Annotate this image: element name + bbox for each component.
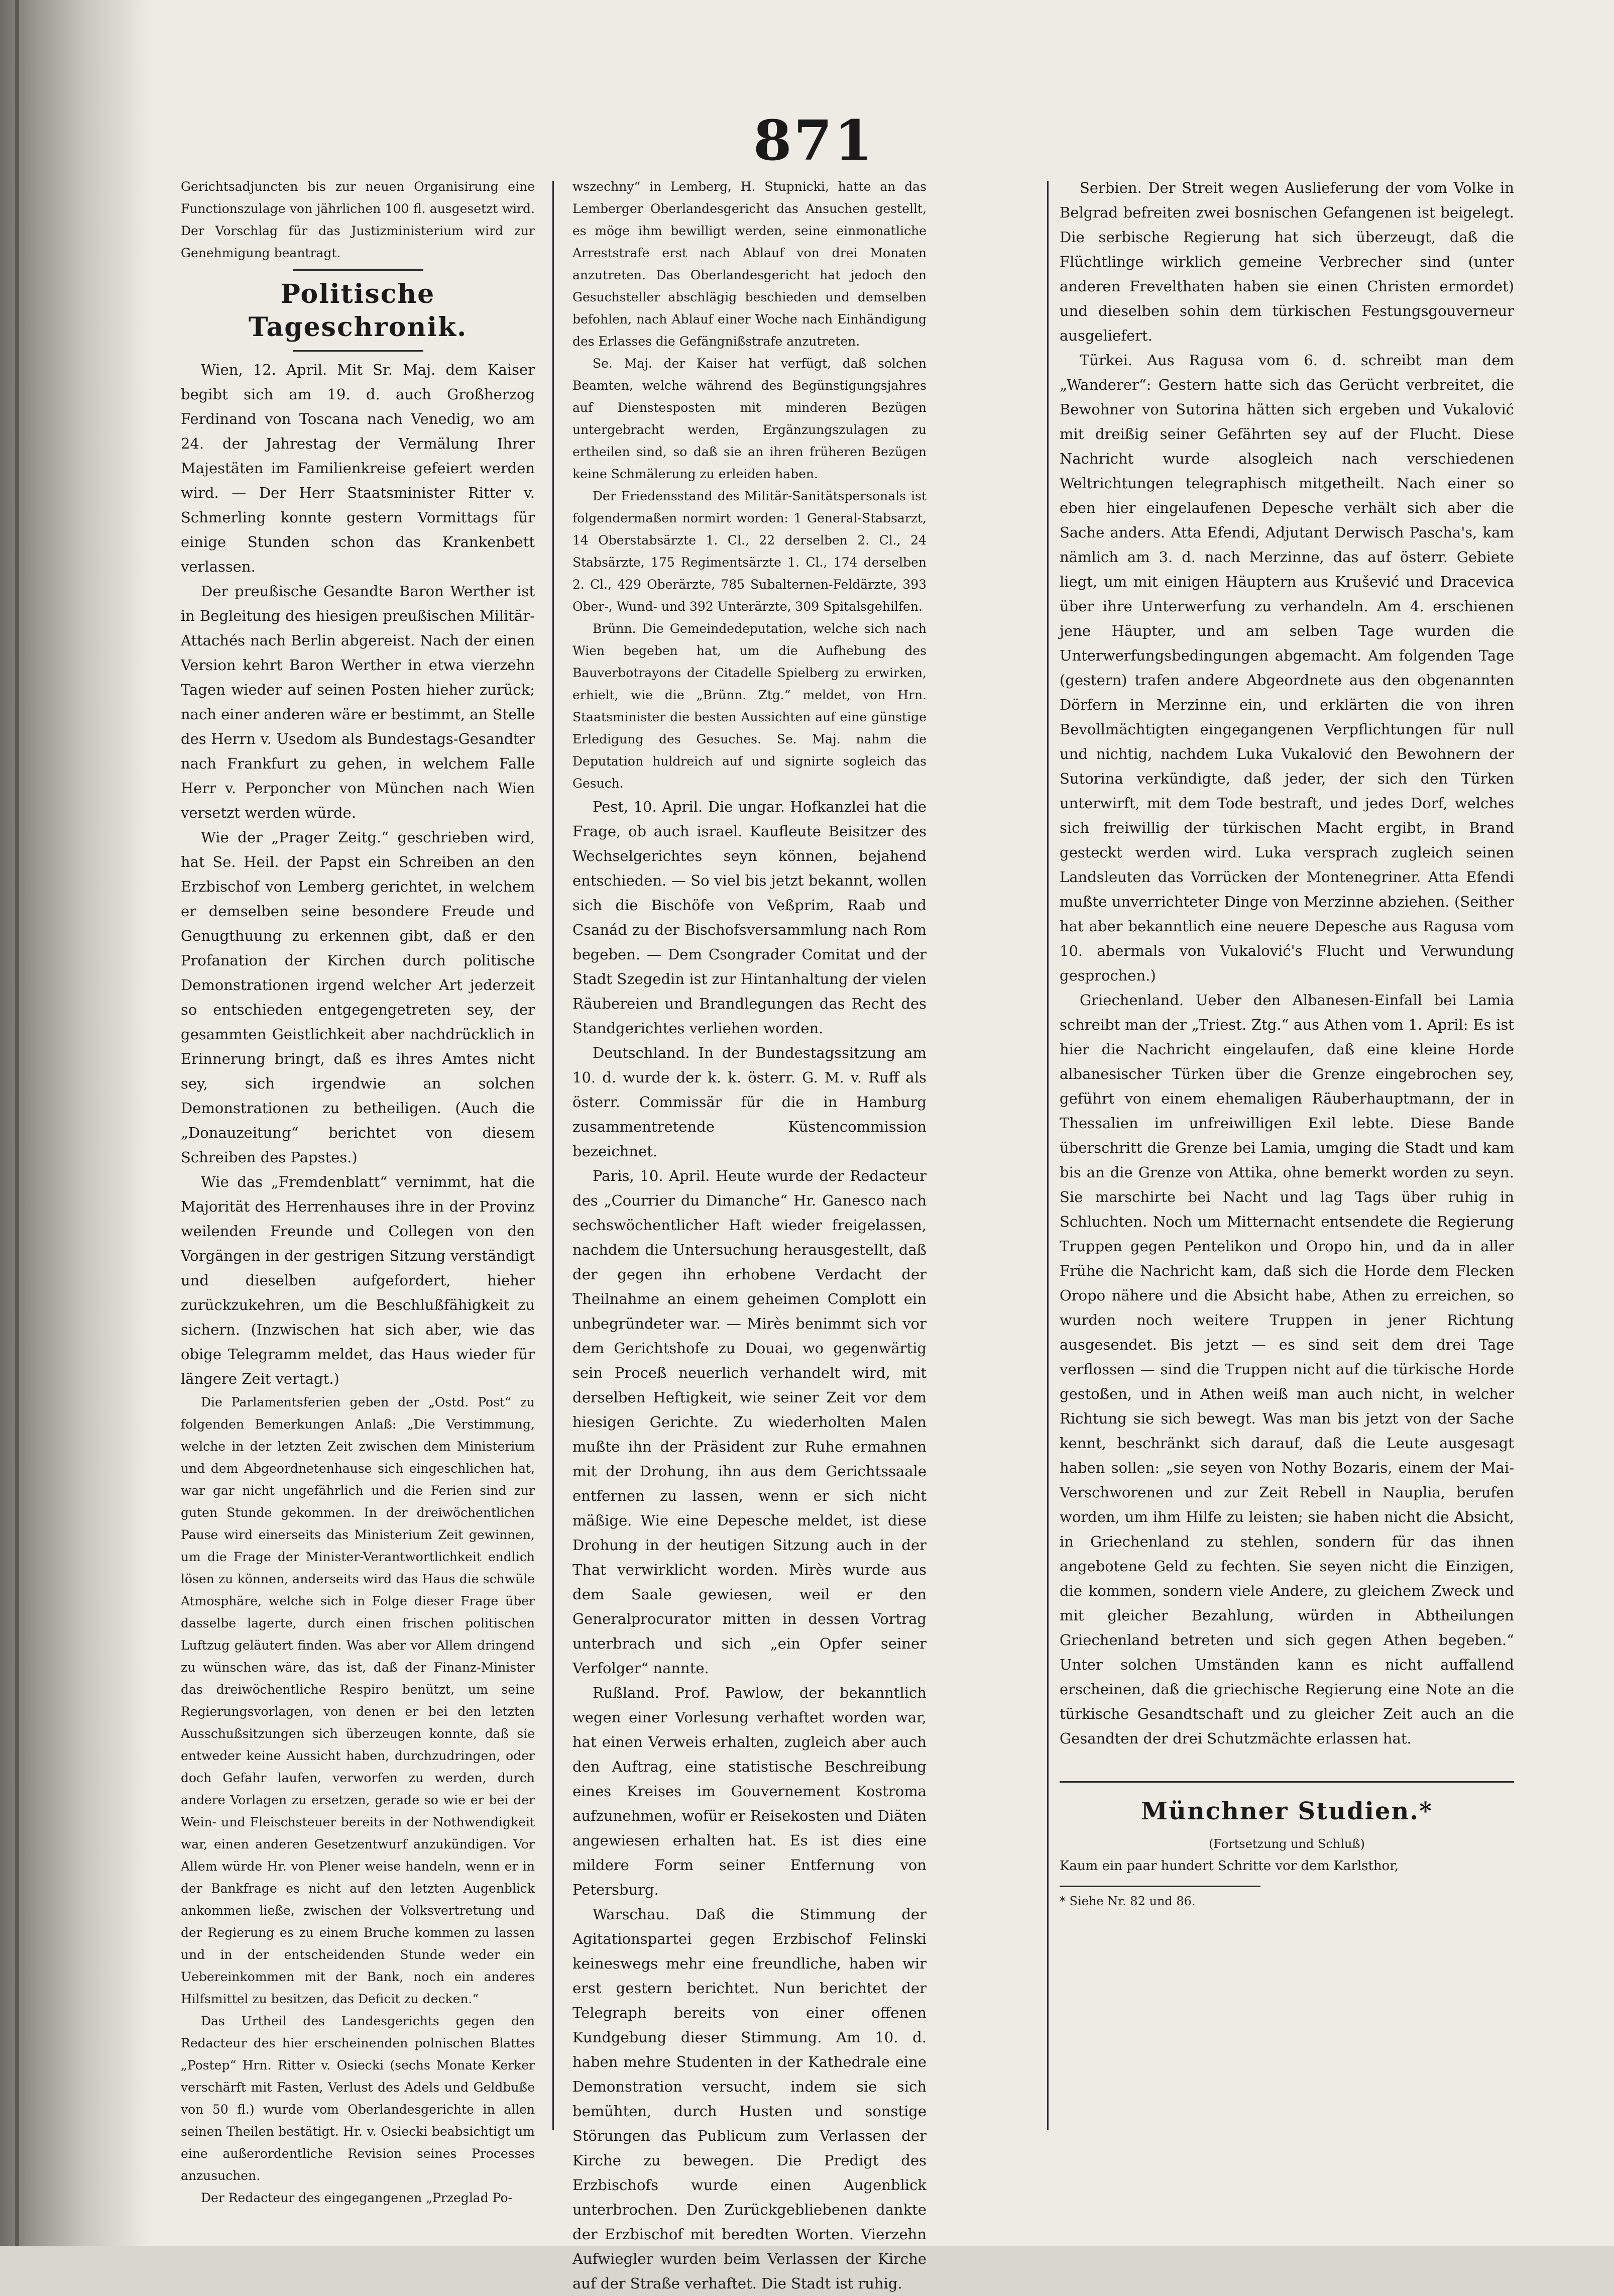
article-paragraph: Pest, 10. April. Die ungar. Hofkanzlei hat die Frage, ob auch israel. Kaufleute Beisitzer des Wechselgerichtes seyn können, bejahend entschieden. — So viel bis jetzt bekannt, wollen sich die Bischöfe von Veßprim, Raab und Csanád zu der Bischofsversammlung nach Rom begeben. — Dem Csongrader Comitat und der Stadt Szegedin ist zur Hintanhaltung der vielen Räubereien und Brandlegungen das Recht des Standgerichtes verliehen worden.: [572, 798, 927, 1037]
section-rule: [293, 350, 423, 352]
section-rule: [293, 269, 423, 271]
article-paragraph: Brünn. Die Gemeindedeputation, welche sich nach Wien begeben hat, um die Aufhebung des Bauverbotrayons der Citadelle Spielberg zu erwirken, erhielt, wie die „Brünn. Ztg.“ meldet, von Hrn. Staatsminister die besten Aussichten auf eine günstige Erledigung des Gesuches. Se. Maj. nahm die Deputation huldreich auf und signirte sogleich das Gesuch.: [572, 621, 927, 791]
article-paragraph: wszechny“ in Lemberg, H. Stupnicki, hatte an das Lemberger Oberlandesgericht das Ansuchen gestellt, es möge ihm bewilligt werden, seine einmonatliche Arreststrafe erst nach Ablauf von drei Monaten anzutreten. Das Oberlandesgericht hat jedoch den Gesuchsteller abschlägig beschieden und demselben befohlen, nach Ablauf einer Woche nach Einhändigung des Erlasses die Gefängnißstrafe anzutreten.: [572, 179, 927, 349]
page-binding-edge: [0, 0, 151, 2246]
article-paragraph: Se. Maj. der Kaiser hat verfügt, daß solchen Beamten, welche während des Begünstigungsjahres auf Dienstesposten mit minderen Bezügen untergebracht werden, Ergänzungszulagen zu ertheilen sind, so daß sie an ihren früheren Bezügen keine Schmälerung zu erleiden haben.: [572, 356, 927, 481]
article-paragraph: Türkei. Aus Ragusa vom 6. d. schreibt man dem „Wanderer“: Gestern hatte sich das Gerücht verbreitet, die Bewohner von Sutorina hätten sich ergeben und Vukalović mit dreißig seiner Gefährten sey auf der Flucht. Diese Nachricht wurde alsogleich nach verschiedenen Weltrichtungen telegraphisch mitgetheilt. Nach einer so eben hier eingelaufenen Depesche verhält sich aber die Sache anders. Atta Efendi, Adjutant Derwisch Pascha's, kam nämlich am 3. d. nach Merzinne, das auf österr. Gebiete liegt, um mit einigen Häuptern aus Krušević und Dracevica über ihre Unterwerfung zu verhandeln. Am 4. erschienen jene Häupter, und am selben Tage wurden die Unterwerfungsbedingungen abgemacht. Am folgenden Tage (gestern) trafen andere Abgeordnete aus den obgenannten Dörfern in Merzinne ein, und erklärten die von ihren Bevollmächtigten eingegangenen Verpflichtungen für null und nichtig, nachdem Luka Vukalović den Bewohnern der Sutorina verkündigte, daß jeder, der sich den Türken unterwirft, mit dem Tode bestraft, und jedes Dorf, welches sich freiwillig der türkischen Macht ergibt, in Brand gesteckt werden wird. Luka versprach zugleich seinen Landsleuten das Vorrücken der Montenegriner. Atta Efendi mußte unverrichteter Dinge von Merzinne abziehen. (Seither hat aber bekanntlich eine neuere Depesche aus Ragusa vom 10. abermals von Vukalović's Flucht und Verwundung gesprochen.): [1060, 352, 1514, 984]
section-heading: Politische Tageschronik.: [248, 279, 468, 343]
article-paragraph: Der Friedensstand des Militär-Sanitätspersonals ist folgendermaßen normirt worden: 1 General-Stabsarzt, 14 Oberstabsärzte 1. Cl., 22 derselben 2. Cl., 24 Stabsärzte, 175 Regimentsärzte 1. Cl., 174 derselben 2. Cl., 429 Oberärzte, 785 Subalternen-Feldärzte, 393 Ober-, Wund- und 392 Unterärzte, 309 Spitalsgehilfen.: [572, 489, 927, 614]
feuilleton-note: (Fortsetzung und Schluß): [1209, 1837, 1365, 1851]
column-divider: [1047, 181, 1049, 2130]
article-paragraph: Der preußische Gesandte Baron Werther ist in Begleitung des hiesigen preußischen Militär-Attachés nach Berlin abgereist. Nach der einen Version kehrt Baron Werther in etwa vierzehn Tagen wieder auf seinen Posten hieher zurück; nach einer anderen wäre er bestimmt, an Stelle des Herrn v. Usedom als Bundestags-Gesandter nach Frankfurt zu gehen, in welchem Falle Herr v. Perponcher von München nach Wien versetzt werden würde.: [181, 583, 535, 821]
article-paragraph: Warschau. Daß die Stimmung der Agitationspartei gegen Erzbischof Felinski keineswegs mehr eine freundliche, haben wir erst gestern berichtet. Nun berichtet der Telegraph bereits von einer offenen Kundgebung dieser Stimmung. Am 10. d. haben mehre Studenten in der Kathedrale eine Demonstration versucht, indem sie sich bemühten, durch Husten und sonstige Störungen das Publicum zum Verlassen der Kirche zu bewegen. Die Predigt des Erzbischofs wurde einen Augenblick unterbrochen. Den Zurückgebliebenen dankte der Erzbischof mit beredten Worten. Vierzehn Aufwiegler wurden beim Verlassen der Kirche auf der Straße verhaftet. Die Stadt ist ruhig.: [572, 1906, 927, 2292]
article-paragraph: Serbien. Der Streit wegen Auslieferung der vom Volke in Belgrad befreiten zwei bosnischen Gefangenen ist beigelegt. Die serbische Regierung hat sich überzeugt, daß die Flüchtlinge wirklich gemeine Verbrecher sind (unter anderen Frevelthaten haben sie einen Christen ermordet) und dieselben sohin dem türkischen Festungsgouverneur ausgeliefert.: [1060, 179, 1514, 344]
article-paragraph: Das Urtheil des Landesgerichts gegen den Redacteur des hier erscheinenden polnischen Blattes „Postep“ Hrn. Ritter v. Osiecki (sechs Monate Kerker verschärft mit Fasten, Verlust des Adels und Geldbuße von 50 fl.) wurde vom Oberlandesgerichte in allen seinen Theilen bestätigt. Hr. v. Osiecki beabsichtigt um eine außerordentliche Revision seines Processes anzusuchen.: [181, 2014, 535, 2183]
column-2: [572, 176, 927, 2292]
column-divider: [552, 181, 554, 2130]
article-paragraph: Deutschland. In der Bundestagssitzung am 10. d. wurde der k. k. österr. G. M. v. Ruff als österr. Commissär für die in Hamburg zusammentretende Küstencommission bezeichnet.: [572, 1044, 927, 1160]
article-paragraph: Der Redacteur des eingegangenen „Przeglad Po-: [201, 2191, 512, 2205]
article-paragraph: Die Parlamentsferien geben der „Ostd. Post“ zu folgenden Bemerkungen Anlaß: „Die Verstimmung, welche in der letzten Zeit zwischen dem Ministerium und dem Abgeordnetenhause sich eingeschlichen hat, war gar nicht ungefährlich und die Ferien sind zur guten Stunde gekommen. In der dreiwöchentlichen Pause wird einerseits das Ministerium Zeit gewinnen, um die Frage der Minister-Verantwortlichkeit endlich lösen zu können, anderseits wird das Haus die schwüle Atmosphäre, welche sich in Folge dieser Frage über dasselbe lagerte, durch einen frischen politischen Luftzug geläutert finden. Was aber vor Allem dringend zu wünschen wäre, das ist, daß der Finanz-Minister das dreiwöchentliche Respiro benützt, um seine Regierungsvorlagen, von denen er bei den letzten Ausschußsitzungen sich überzeugen konnte, daß sie entweder keine Aussicht haben, durchzudringen, oder doch Gefahr laufen, verworfen zu werden, durch andere Vorlagen zu ersetzen, gerade so wie er bei der Wein- und Fleischsteuer bereits in der Nothwendigkeit war, einen anderen Gesetzentwurf anzukündigen. Vor Allem würde Hr. von Plener weise handeln, wenn er in der Bankfrage es nicht auf den letzten Augenblick ankommen ließe, zwischen der Volksvertretung und der Regierung es zu einem Bruche kommen zu lassen und in der entscheidenden Stunde weder ein Uebereinkommen mit der Bank, noch ein anderes Hilfsmittel zu besitzen, das Deficit zu decken.“: [181, 1395, 535, 2006]
article-paragraph: Wie der „Prager Zeitg.“ geschrieben wird, hat Se. Heil. der Papst ein Schreiben an den Erzbischof von Lemberg gerichtet, in welchem er demselben seine besondere Freude und Genugthuung zu erkennen gibt, daß er den Profanation der Kirchen durch politische Demonstrationen irgend welcher Art jederzeit so entschieden entgegengetreten sey, der gesammten Geistlichkeit aber nachdrücklich in Erinnerung bringt, daß es ihres Amtes nicht sey, sich irgendwie an solchen Demonstrationen zu betheiligen. (Auch die „Donauzeitung“ berichtet von diesem Schreiben des Papstes.): [181, 829, 535, 1166]
feuilleton-title: Münchner Studien.*: [1060, 1781, 1514, 1828]
article-paragraph: Griechenland. Ueber den Albanesen-Einfall bei Lamia schreibt man der „Triest. Ztg.“ aus Athen vom 1. April: Es ist hier die Nachricht eingelaufen, daß eine kleine Horde albanesischer Türken über die Grenze eingebrochen sey, geführt von einem ehemaligen Räuberhauptmann, der in Thessalien im unfreiwilligen Exil lebte. Diese Bande überschritt die Grenze bei Lamia, umging die Stadt und kam bis an die Grenze von Attika, ohne bemerkt worden zu seyn. Sie marschirte bei Nacht und lag Tags über ruhig in Schluchten. Noch um Mitternacht entsendete die Regierung Truppen gegen Pentelikon und Oropo hin, und da in aller Frühe die Nachricht kam, daß sich die Horde dem Flecken Oropo nähere und die Absicht habe, Athen zu erreichen, so wurden noch weitere Truppen in jener Richtung ausgesendet. Bis jetzt — es sind seit dem drei Tage verflossen — sind die Truppen nicht auf die türkische Horde gestoßen, und in Athen weiß man auch nicht, in welcher Richtung sie sich bewegt. Was man bis jetzt von der Sache kennt, beschränkt sich darauf, daß die Leute ausgesagt haben sollen: „sie seyen von Nothy Bozaris, einem der Mai-Verschworenen und zur Zeit Rebell in Nauplia, berufen worden, um ihm Hilfe zu leisten; sie haben nicht die Absicht, in Griechenland zu stehlen, sondern für das ihnen angebotene Geld zu fechten. Sie seyen nicht die Einzigen, die kommen, sondern viele Andere, zu gleichem Zweck und mit gleicher Bezahlung, würden in Abtheilungen Griechenland betreten und sich gegen Athen begeben.“ Unter solchen Umständen kann es nicht auffallend erscheinen, daß die griechische Regierung eine Note an die türkische Gesandtschaft und zu gleicher Zeit auch an die Gesandten der drei Schutzmächte erlassen hat.: [1060, 992, 1514, 1747]
column-1: [181, 176, 535, 2205]
column-3: [1060, 176, 1514, 2160]
footnote: * Siehe Nr. 82 und 86.: [1060, 1886, 1260, 1911]
feuilleton-lead: Kaum ein paar hundert Schritte vor dem Karlsthor,: [1060, 1858, 1399, 1874]
page-number: 871: [753, 108, 875, 173]
article-paragraph: Wie das „Fremdenblatt“ vernimmt, hat die Majorität des Herrenhauses ihre in der Provinz weilenden Freunde und Collegen von den Vorgängen in der gestrigen Sitzung verständigt und dieselben aufgefordert, hieher zurückzukehren, um die Beschlußfähigkeit zu sichern. (Inzwischen hat sich aber, wie das obige Telegramm meldet, das Haus wieder für längere Zeit vertagt.): [181, 1173, 535, 1387]
article-paragraph: Wien, 12. April. Mit Sr. Maj. dem Kaiser begibt sich am 19. d. auch Großherzog Ferdinand von Toscana nach Venedig, wo am 24. der Jahrestag der Vermälung Ihrer Majestäten im Familienkreise gefeiert werden wird. — Der Herr Staatsminister Ritter v. Schmerling konnte gestern Vormittags für einige Stunden schon das Krankenbett verlassen.: [181, 361, 535, 575]
article-paragraph: Rußland. Prof. Pawlow, der bekanntlich wegen einer Vorlesung verhaftet worden war, hat einen Verweis erhalten, zugleich aber auch den Auftrag, eine statistische Beschreibung eines Kreises im Gouvernement Kostroma aufzunehmen, wofür er Reisekosten und Diäten angewiesen erhalten hat. Es ist dies eine mildere Form seiner Entfernung von Petersburg.: [572, 1684, 927, 1898]
intro-paragraph: Gerichtsadjuncten bis zur neuen Organisirung eine Functionszulage von jährlichen 100 fl. ausgesetzt wird. Der Vorschlag für das Justizministerium wird zur Genehmigung beantragt.: [181, 179, 535, 260]
article-paragraph: Paris, 10. April. Heute wurde der Redacteur des „Courrier du Dimanche“ Hr. Ganesco nach sechswöchentlicher Haft wieder freigelassen, nachdem die Untersuchung herausgestellt, daß der gegen ihn erhobene Verdacht der Theilnahme an einem geheimen Complott ein unbegründeter war. — Mirès benimmt sich vor dem Gerichtshofe zu Douai, wo gegenwärtig sein Proceß neuerlich verhandelt wird, mit derselben Heftigkeit, wie seiner Zeit vor dem hiesigen Gerichte. Zu wiederholten Malen mußte ihn der Präsident zur Ruhe ermahnen mit der Drohung, ihn aus dem Gerichtssaale entfernen zu lassen, wenn er sich nicht mäßige. Wie eine Depesche meldet, ist diese Drohung in der heutigen Sitzung auch in der That verwirklicht worden. Mirès wurde aus dem Saale gewiesen, weil er den Generalprocurator mitten in dessen Vortrag unterbrach und sich „ein Opfer seiner Verfolger“ nannte.: [572, 1167, 927, 1677]
